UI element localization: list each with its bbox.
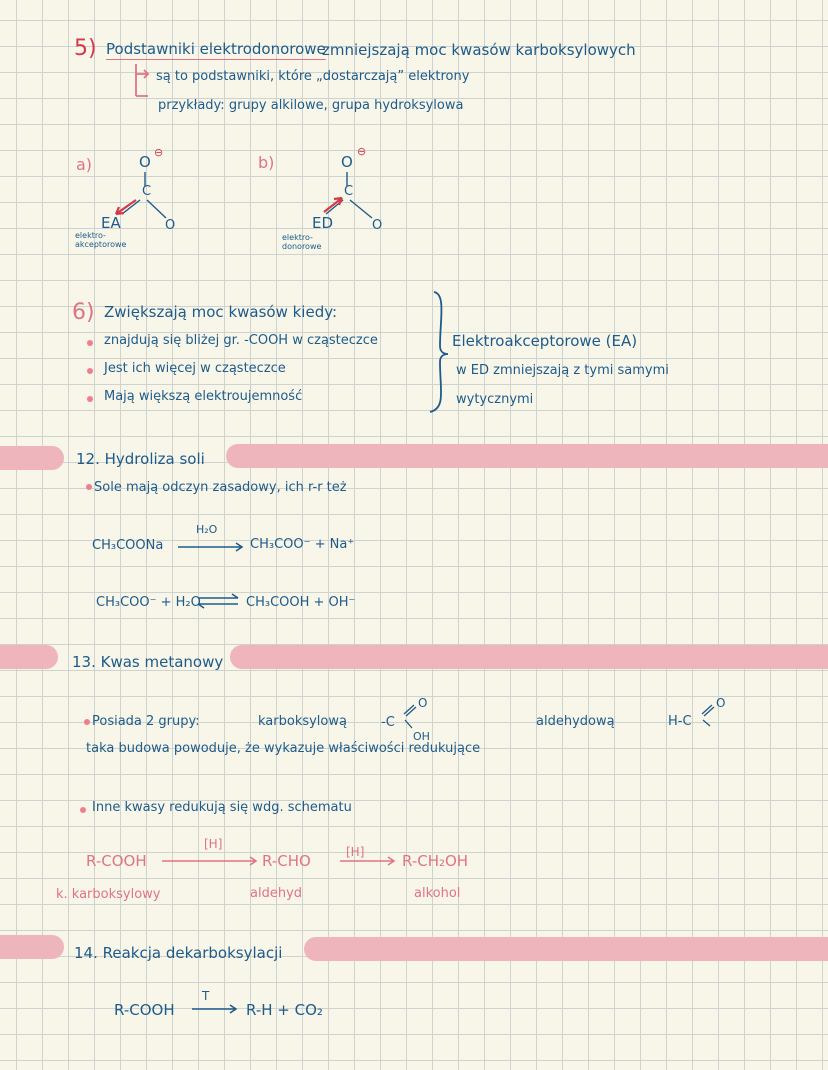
condition-item: znajdują się bliżej gr. -COOH w cząsteczce: [104, 333, 378, 348]
aldehyde-oxygen: O: [716, 696, 726, 710]
right-note-1: Elektroakceptorowe (EA): [452, 332, 638, 350]
reaction-arrow-icon: [178, 542, 248, 552]
decarboxylation-right: R-H + CO₂: [246, 1001, 323, 1019]
reaction-arrow-icon: [340, 856, 400, 866]
negative-charge-icon: ⊖: [154, 146, 164, 159]
section-5-number: 5): [74, 36, 97, 61]
bullet-2-text: Inne kwasy redukują się wdg. schematu: [92, 800, 352, 815]
oxygen-right: O: [372, 218, 383, 233]
bullet-icon: [86, 484, 92, 490]
section-6-title: Zwiększają moc kwasów kiedy:: [104, 303, 338, 321]
section-5-line-1: są to podstawniki, które „dostarczają” elektrony: [156, 69, 470, 84]
scheme-aldehyde-caption: aldehyd: [250, 886, 303, 901]
scheme-alcohol: R-CH₂OH: [402, 852, 469, 870]
section-14-heading: 14. Reakcja dekarboksylacji: [74, 944, 283, 962]
bullet-1-line-2: taka budowa powoduje, że wykazuje właściwości redukujące: [86, 741, 481, 756]
substituent-ed: ED: [312, 214, 334, 232]
decarboxylation-left: R-COOH: [114, 1001, 175, 1019]
aldehyde-bonds: [700, 702, 720, 732]
bullet-icon: [80, 807, 86, 813]
section-13-heading: 13. Kwas metanowy: [72, 653, 224, 671]
bullet-1-text: Posiada 2 grupy:: [92, 714, 200, 729]
carboxyl-oxygen: O: [418, 696, 428, 710]
carbon: C: [344, 184, 354, 199]
section-5-line-2: przykłady: grupy alkilowe, grupa hydroksylowa: [158, 98, 464, 113]
heading-band: [304, 937, 828, 961]
section-12-bullet: Sole mają odczyn zasadowy, ich r-r też: [94, 480, 347, 495]
carboxyl-group: -C: [381, 715, 395, 730]
heading-band: [230, 645, 828, 669]
heading-band: [226, 444, 828, 468]
bullet-icon: [87, 340, 93, 346]
curly-brace-icon: [424, 290, 454, 420]
equilibrium-arrow-icon: [198, 594, 242, 608]
section-12-heading: 12. Hydroliza soli: [76, 450, 205, 468]
scheme-aldehyde: R-CHO: [262, 852, 311, 870]
reaction-arrow-icon: [162, 856, 262, 866]
equation-2-right: CH₃COOH + OH⁻: [246, 595, 356, 610]
scheme-arrow-2-label: [H]: [346, 845, 365, 859]
section-6-number: 6): [72, 300, 95, 325]
section-5-title-rest: zmniejszają moc kwasów karboksylowych: [322, 41, 636, 59]
section-5-title: Podstawniki elektrodonorowe: [106, 40, 326, 58]
equation-1-right: CH₃COO⁻ + Na⁺: [250, 537, 355, 552]
scheme-alcohol-caption: alkohol: [414, 886, 461, 901]
label-b: b): [258, 153, 275, 172]
carboxyl-hydroxyl: OH: [413, 730, 430, 743]
oxygen-right: O: [165, 218, 176, 233]
oxygen-top: O: [341, 153, 353, 171]
heading-band: [0, 446, 64, 470]
right-note-2: w ED zmniejszają z tymi samymi: [456, 363, 669, 378]
substituent-ea: EA: [101, 214, 121, 232]
condition-item: Mają większą elektroujemność: [104, 389, 303, 404]
bullet-1-aldehyde-label: aldehydową: [536, 714, 615, 729]
bullet-icon: [87, 368, 93, 374]
reaction-arrow-icon: [192, 1004, 242, 1014]
negative-charge-icon: ⊖: [357, 145, 367, 158]
heading-band: [0, 935, 64, 959]
bond-lines: [300, 160, 390, 240]
bullet-icon: [87, 396, 93, 402]
label-a: a): [76, 155, 93, 174]
decarboxylation-arrow-label: T: [202, 989, 210, 1003]
oxygen-top: O: [139, 153, 151, 171]
aldehyde-group: H-C: [668, 714, 692, 729]
bullet-icon: [84, 719, 90, 725]
bond-lines: [100, 160, 190, 240]
caption-ed: elektro- donorowe: [282, 233, 322, 251]
heading-band: [0, 645, 58, 669]
equation-2-left: CH₃COO⁻ + H₂O: [96, 595, 201, 610]
equation-1-arrow-label: H₂O: [196, 523, 218, 536]
right-note-3: wytycznymi: [456, 392, 534, 407]
carbon: C: [142, 184, 152, 199]
scheme-arrow-1-label: [H]: [204, 837, 223, 851]
bullet-1-carboxyl-label: karboksylową: [258, 714, 347, 729]
condition-item: Jest ich więcej w cząsteczce: [104, 361, 286, 376]
scheme-acid-caption: k. karboksylowy: [56, 887, 161, 902]
carboxyl-bonds: [402, 702, 422, 732]
equation-1-left: CH₃COONa: [92, 538, 164, 553]
caption-ea: elektro- akceptorowe: [75, 231, 127, 249]
scheme-acid: R-COOH: [86, 852, 147, 870]
